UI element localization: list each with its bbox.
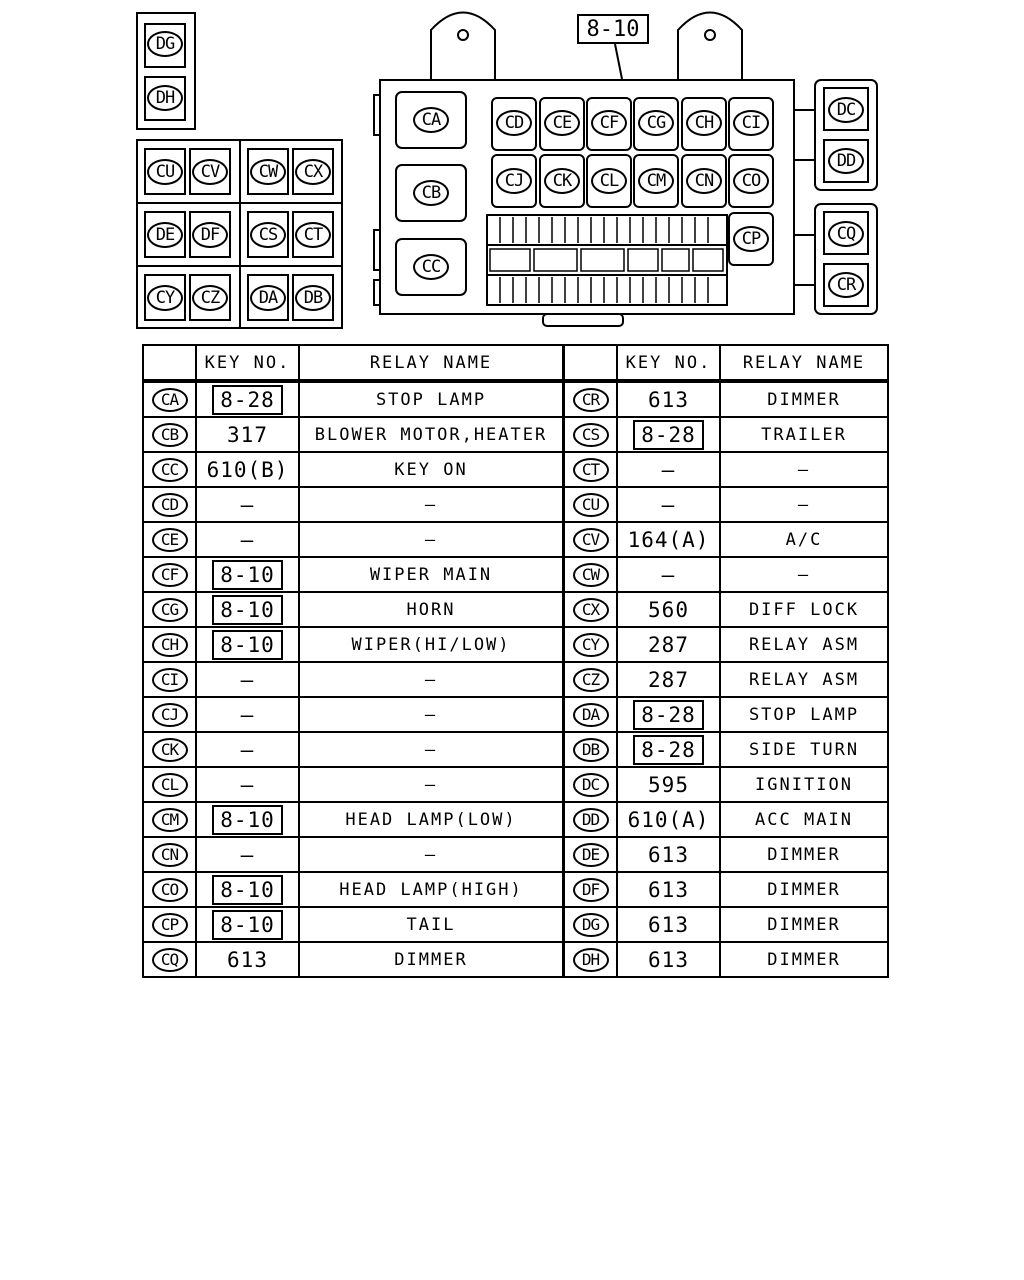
position-marker-ck: CK [544,168,580,194]
cell-id-right [564,627,618,662]
cell-key-right [617,837,720,872]
cell-name-left [299,627,564,662]
key-no-left: — [240,842,255,867]
cell-key-left [196,697,299,732]
position-id-right: CV [573,528,609,552]
position-id-right: CX [573,598,609,622]
table-row [143,417,888,452]
relay-name-right: A/C [785,529,823,550]
cell-name-right [720,592,888,627]
relay-name-left: HEAD LAMP(HIGH) [339,879,523,900]
relay-name-left: — [424,669,438,690]
relay-name-right: — [797,494,811,515]
relay-name-right: TRAILER [761,424,847,445]
position-id-left: CN [152,843,188,867]
relay-name-left: WIPER MAIN [369,564,493,585]
key-no-right: 613 [648,912,689,937]
key-no-left: — [240,492,255,517]
cell-name-right [720,487,888,522]
position-marker-cv: CV [192,159,228,185]
cell-name-left [299,487,564,522]
cell-name-right [720,522,888,557]
position-id-left: CO [152,878,188,902]
cell-name-right [720,662,888,697]
cell-name-right [720,732,888,767]
position-marker-cx: CX [295,159,331,185]
cell-id-left [143,452,196,487]
key-no-left: 8-10 [212,910,283,940]
key-no-left: — [240,667,255,692]
cell-name-left [299,942,564,977]
cell-name-right [720,417,888,452]
cell-key-right [617,557,720,592]
position-marker-db: DB [295,285,331,311]
position-id-right: DE [573,843,609,867]
cell-key-right [617,802,720,837]
position-id-left: CI [152,668,188,692]
position-id-right: CT [573,458,609,482]
table-row [143,872,888,907]
position-marker-ca: CA [413,107,449,133]
table-row [143,732,888,767]
cell-key-left [196,592,299,627]
key-no-left: — [240,527,255,552]
position-id-left: CJ [152,703,188,727]
key-no-right: 287 [648,632,689,657]
position-id-right: DH [573,948,609,972]
position-id-left: CD [152,493,188,517]
table-row [143,487,888,522]
relay-name-left: — [424,774,438,795]
cell-id-left [143,662,196,697]
cell-id-right [564,697,618,732]
cell-key-right [617,942,720,977]
relay-name-left: BLOWER MOTOR,HEATER [314,424,548,445]
cell-id-left [143,732,196,767]
position-marker-cw: CW [250,159,286,185]
key-no-left: — [240,702,255,727]
table-row [143,627,888,662]
cell-name-left [299,767,564,802]
cell-key-right [617,522,720,557]
cell-id-right [564,802,618,837]
relay-name-left: TAIL [406,914,456,935]
relay-name-right: ACC MAIN [755,809,853,830]
position-id-left: CL [152,773,188,797]
position-marker-cp: CP [733,226,769,252]
cell-id-right [564,522,618,557]
position-id-right: CU [573,493,609,517]
cell-key-left [196,522,299,557]
relay-name-left: — [424,844,438,865]
relay-name-right: — [797,564,811,585]
position-id-right: CW [573,563,609,587]
relay-name-right: DIMMER [767,949,841,970]
position-marker-ci: CI [733,110,769,136]
table-row [143,697,888,732]
cell-name-left [299,452,564,487]
cell-key-left [196,767,299,802]
cell-key-right [617,592,720,627]
cell-id-right [564,942,618,977]
key-no-right: 613 [648,877,689,902]
key-no-right: 8-28 [633,700,704,730]
relay-name-right: RELAY ASM [748,669,860,690]
key-no-right: 164(A) [627,527,710,552]
cell-id-left [143,381,196,417]
cell-key-left [196,417,299,452]
position-id-left: CH [152,633,188,657]
key-no-left: 8-28 [212,385,283,415]
relay-name-left: WIPER(HI/LOW) [351,634,511,655]
table-row [143,522,888,557]
relay-name-left: DIMMER [394,949,468,970]
cell-id-right [564,907,618,942]
relay-name-right: — [797,459,811,480]
cell-name-right [720,802,888,837]
cell-key-right [617,767,720,802]
relay-box-diagram [0,0,1024,340]
position-marker-df: DF [192,222,228,248]
table-row [143,802,888,837]
key-no-left: 613 [227,947,268,972]
cell-key-right [617,872,720,907]
position-marker-cf: CF [591,110,627,136]
relay-name-left: — [424,704,438,725]
position-id-left: CM [152,808,188,832]
table-row [143,942,888,977]
cell-key-left [196,907,299,942]
position-id-left: CE [152,528,188,552]
position-marker-cb: CB [413,180,449,206]
key-no-left: 8-10 [212,630,283,660]
cell-name-right [720,872,888,907]
key-no-left: 8-10 [212,560,283,590]
key-no-right: 8-28 [633,735,704,765]
position-marker-cu: CU [147,159,183,185]
position-id-left: CB [152,423,188,447]
position-id-right: CS [573,423,609,447]
cell-id-right [564,732,618,767]
cell-id-left [143,907,196,942]
position-id-right: DG [573,913,609,937]
position-marker-dd: DD [828,148,864,174]
cell-key-left [196,662,299,697]
cell-name-left [299,837,564,872]
cell-key-left [196,732,299,767]
table-row [143,662,888,697]
cell-name-left [299,697,564,732]
cell-key-right [617,417,720,452]
cell-key-left [196,557,299,592]
cell-name-left [299,872,564,907]
header-relay-name-right: RELAY NAME [720,345,888,381]
cell-id-left [143,942,196,977]
relay-name-left: — [424,494,438,515]
position-id-left: CQ [152,948,188,972]
cell-id-right [564,872,618,907]
cell-name-left [299,381,564,417]
position-marker-cr: CR [828,272,864,298]
cell-key-left [196,942,299,977]
position-marker-dg: DG [147,31,183,57]
key-no-right: — [661,492,676,517]
key-no-right: 287 [648,667,689,692]
cell-id-left [143,627,196,662]
position-marker-cd: CD [496,110,532,136]
position-marker-da: DA [250,285,286,311]
cell-name-left [299,802,564,837]
cell-key-left [196,381,299,417]
table-row [143,907,888,942]
cell-key-right [617,907,720,942]
table-header-row [143,345,888,381]
position-id-right: DB [573,738,609,762]
table-row [143,767,888,802]
cell-key-left [196,837,299,872]
cell-id-right [564,662,618,697]
cell-id-left [143,522,196,557]
position-marker-ce: CE [544,110,580,136]
header-key-no-right: KEY NO. [617,345,720,381]
cell-key-right [617,662,720,697]
relay-name-right: DIMMER [767,389,841,410]
key-no-right: — [661,457,676,482]
cell-key-right [617,381,720,417]
position-id-left: CC [152,458,188,482]
relay-name-right: DIMMER [767,844,841,865]
relay-name-left: KEY ON [394,459,468,480]
cell-name-right [720,381,888,417]
key-no-left: 8-10 [212,805,283,835]
position-id-right: CR [573,388,609,412]
cell-id-right [564,767,618,802]
cell-name-left [299,907,564,942]
position-id-right: DA [573,703,609,727]
position-id-right: DD [573,808,609,832]
relay-name-left: HORN [406,599,456,620]
cell-id-right [564,837,618,872]
position-id-right: CY [573,633,609,657]
key-no-right: 8-28 [633,420,704,450]
position-marker-ch: CH [686,110,722,136]
position-marker-dh: DH [147,85,183,111]
cell-name-right [720,837,888,872]
cell-id-left [143,767,196,802]
cell-id-left [143,557,196,592]
relay-table [142,344,889,978]
table-row [143,592,888,627]
table-body [143,381,888,977]
cell-key-left [196,487,299,522]
cell-name-left [299,732,564,767]
cell-id-right [564,592,618,627]
relay-name-right: IGNITION [755,774,853,795]
relay-name-right: SIDE TURN [748,739,860,760]
cell-id-left [143,417,196,452]
table-row [143,452,888,487]
cell-id-right [564,381,618,417]
position-marker-cj: CJ [496,168,532,194]
cell-id-left [143,487,196,522]
relay-name-left: HEAD LAMP(LOW) [345,809,517,830]
header-id-left [143,345,196,381]
position-marker-cl: CL [591,168,627,194]
header-key-no-left: KEY NO. [196,345,299,381]
relay-name-right: RELAY ASM [748,634,860,655]
position-marker-de: DE [147,222,183,248]
position-marker-cm: CM [638,168,674,194]
position-marker-cn: CN [686,168,722,194]
header-relay-name-left: RELAY NAME [299,345,564,381]
position-marker-cc: CC [413,254,449,280]
position-id-left: CP [152,913,188,937]
key-no-right: 595 [648,772,689,797]
position-marker-dc: DC [828,97,864,123]
position-marker-cy: CY [147,285,183,311]
table-row [143,557,888,592]
position-id-left: CG [152,598,188,622]
cell-name-right [720,452,888,487]
cell-name-right [720,942,888,977]
cell-name-left [299,557,564,592]
position-id-right: DF [573,878,609,902]
key-no-right: 613 [648,387,689,412]
position-marker-cz: CZ [192,285,228,311]
cell-name-left [299,662,564,697]
table-row [143,837,888,872]
cell-key-left [196,802,299,837]
cell-key-right [617,487,720,522]
relay-name-left: — [424,739,438,760]
key-no-left: 8-10 [212,875,283,905]
cell-key-right [617,452,720,487]
cell-name-left [299,592,564,627]
cell-id-right [564,417,618,452]
relay-name-left: STOP LAMP [375,389,487,410]
cell-id-right [564,452,618,487]
cell-id-right [564,557,618,592]
relay-name-left: — [424,529,438,550]
header-id-right [564,345,618,381]
cell-id-left [143,837,196,872]
key-no-right: 560 [648,597,689,622]
cell-key-right [617,627,720,662]
position-id-left: CF [152,563,188,587]
cell-key-left [196,872,299,907]
table-row [143,381,888,417]
key-no-left: — [240,772,255,797]
cell-name-left [299,522,564,557]
position-marker-cq: CQ [828,221,864,247]
position-id-left: CK [152,738,188,762]
relay-name-right: DIFF LOCK [748,599,860,620]
position-marker-cg: CG [638,110,674,136]
key-no-right: 613 [648,842,689,867]
key-no-right: 613 [648,947,689,972]
cell-key-right [617,697,720,732]
relay-name-right: DIMMER [767,879,841,900]
callout-label: 8-10 [577,14,649,44]
position-id-right: DC [573,773,609,797]
cell-id-left [143,697,196,732]
cell-name-right [720,557,888,592]
cell-name-right [720,697,888,732]
cell-id-left [143,802,196,837]
cell-key-left [196,627,299,662]
position-id-left: CA [152,388,188,412]
key-no-left: 610(B) [206,457,289,482]
cell-key-left [196,452,299,487]
cell-id-left [143,592,196,627]
key-no-left: 317 [227,422,268,447]
key-no-right: — [661,562,676,587]
cell-id-left [143,872,196,907]
cell-key-right [617,732,720,767]
cell-name-right [720,627,888,662]
position-marker-cs: CS [250,222,286,248]
relay-name-right: DIMMER [767,914,841,935]
key-no-left: 8-10 [212,595,283,625]
position-marker-co: CO [733,168,769,194]
relay-name-right: STOP LAMP [748,704,860,725]
key-no-left: — [240,737,255,762]
cell-name-right [720,767,888,802]
key-no-right: 610(A) [627,807,710,832]
cell-name-left [299,417,564,452]
position-marker-ct: CT [295,222,331,248]
cell-id-right [564,487,618,522]
cell-name-right [720,907,888,942]
position-id-right: CZ [573,668,609,692]
